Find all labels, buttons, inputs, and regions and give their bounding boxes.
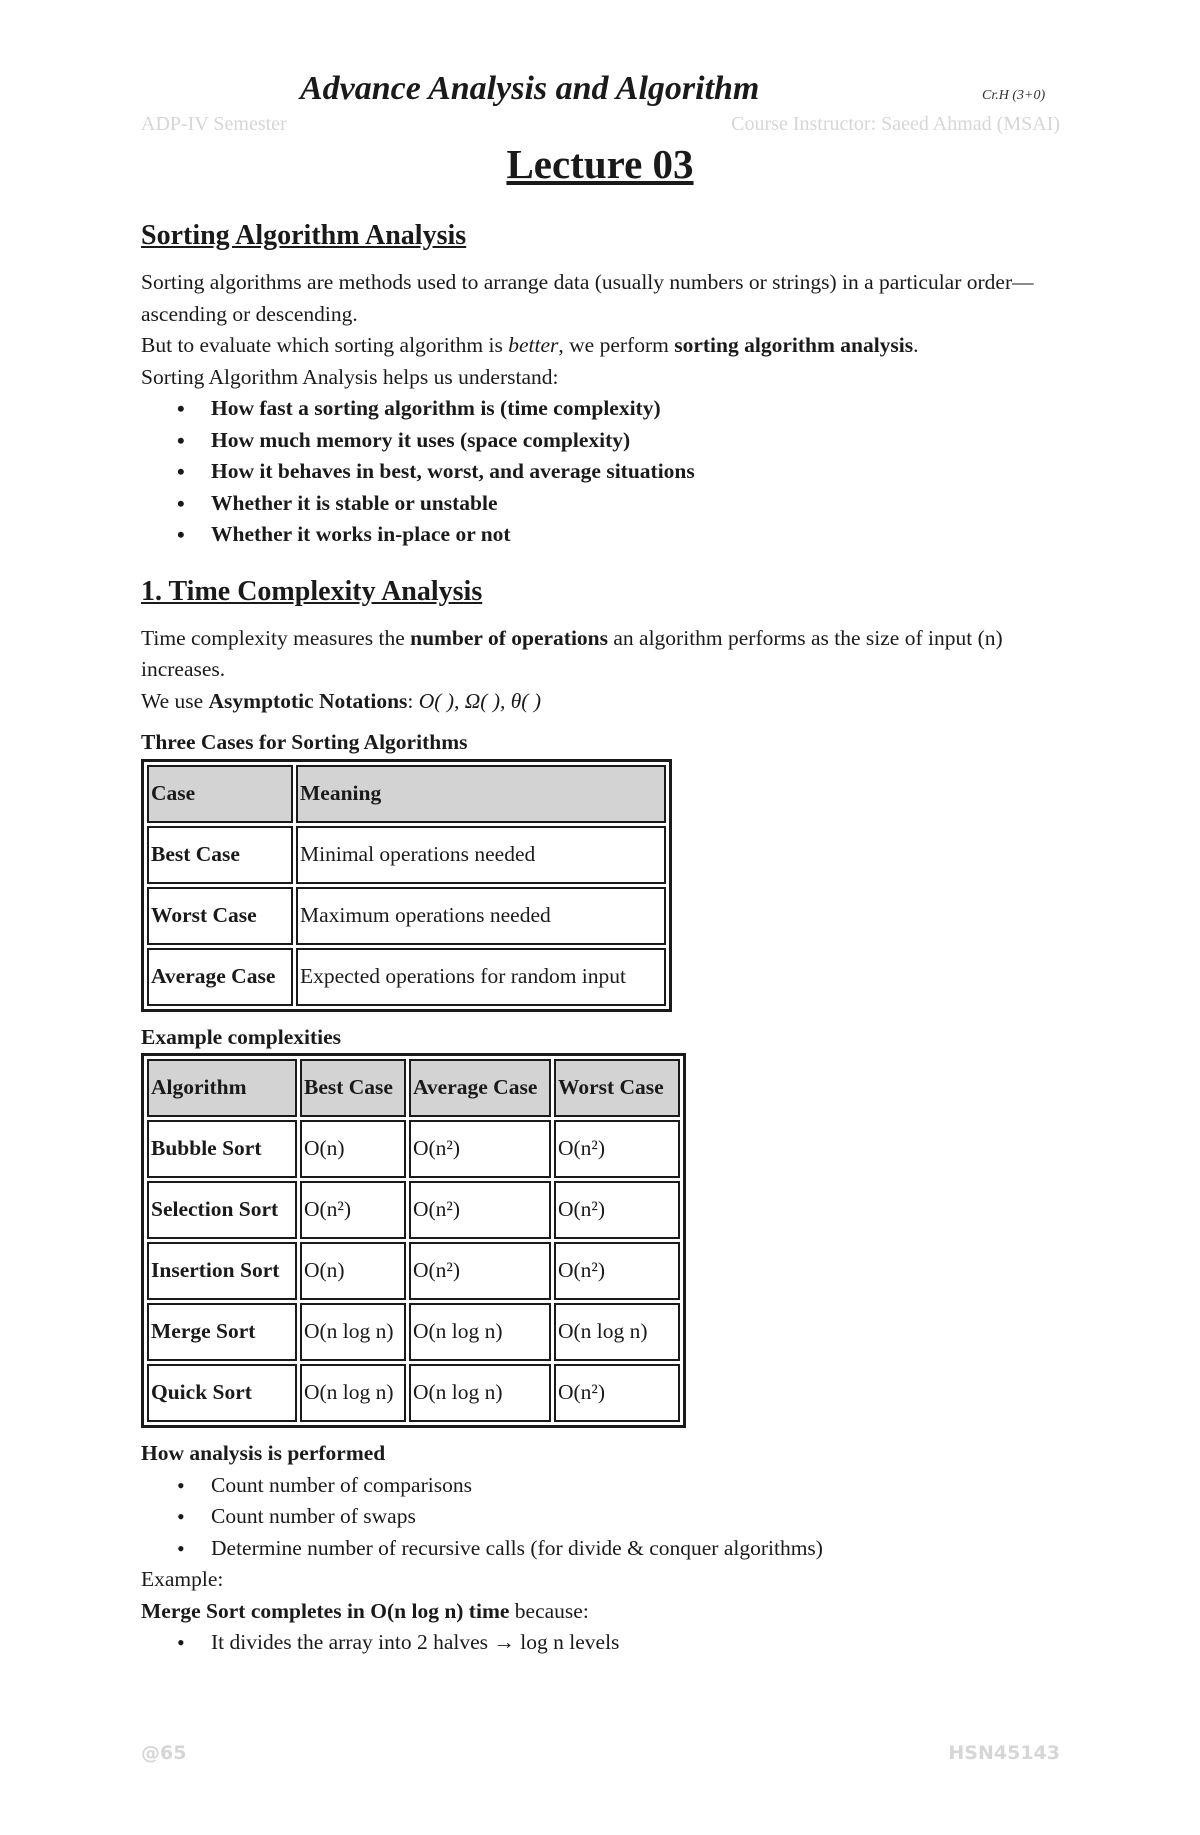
table-cell: O(n²) xyxy=(554,1364,680,1422)
list-item: • How fast a sorting algorithm is (time complexity) xyxy=(211,393,1061,425)
complexity-table xyxy=(141,1053,686,1428)
table-cell: O(n²) xyxy=(554,1242,680,1300)
example-label: Example: xyxy=(141,1567,224,1591)
list-item: • It divides the array into 2 halves → log n levels xyxy=(211,1627,1061,1659)
lecture-title-text: Lecture 03 xyxy=(506,141,694,187)
time-complexity-paragraph: Time complexity measures the number of operations an algorithm performs as the size of input (n) increases. xyxy=(141,625,1003,681)
table-cell: O(n log n) xyxy=(554,1303,680,1361)
table-cell: Expected operations for random input xyxy=(296,948,666,1006)
table-cell: O(n²) xyxy=(409,1242,551,1300)
column-header: Best Case xyxy=(300,1059,406,1117)
table-cell: O(n²) xyxy=(300,1181,406,1239)
table-cell: Selection Sort xyxy=(147,1181,297,1239)
content-body xyxy=(141,215,1061,1659)
evaluate-paragraph: But to evaluate which sorting algorithm is better, we perform sorting algorithm analysis. xyxy=(141,333,919,357)
cases-heading: Three Cases for Sorting Algorithms xyxy=(141,730,468,754)
course-title: Advance Analysis and Algorithm xyxy=(300,70,760,107)
list-item: • How it behaves in best, worst, and average situations xyxy=(211,456,1061,488)
section-heading-time-complexity: 1. Time Complexity Analysis xyxy=(141,575,483,607)
semester-label: ADP-IV Semester xyxy=(141,113,287,135)
table-row xyxy=(147,887,666,945)
lecture-title xyxy=(0,140,1200,188)
list-item: • How much memory it uses (space complexity) xyxy=(211,425,1061,457)
list-item: • Whether it works in-place or not xyxy=(211,519,1061,551)
table-cell: Minimal operations needed xyxy=(296,826,666,884)
table-row xyxy=(147,1120,680,1178)
merge-sort-paragraph: Merge Sort completes in O(n log n) time because: xyxy=(141,1598,589,1623)
helps-paragraph: Sorting Algorithm Analysis helps us understand: xyxy=(141,364,559,389)
examples-heading: Example complexities xyxy=(141,1024,342,1049)
table-cell: O(n²) xyxy=(409,1120,551,1178)
table-cell: Maximum operations needed xyxy=(296,887,666,945)
list-item: • Count number of swaps xyxy=(211,1501,1061,1533)
list-item: • Determine number of recursive calls (for divide & conquer algorithms) xyxy=(211,1533,1061,1565)
table-cell: Insertion Sort xyxy=(147,1242,297,1300)
table-cell: Bubble Sort xyxy=(147,1120,297,1178)
cases-table xyxy=(141,759,672,1012)
table-cell: Average Case xyxy=(147,948,293,1006)
intro-paragraph: Sorting algorithms are methods used to arrange data (usually numbers or strings) in a particular order—ascending or descending. xyxy=(141,270,1034,326)
how-bullet-list xyxy=(141,1470,1061,1565)
table-row xyxy=(147,1181,680,1239)
list-item: • Count number of comparisons xyxy=(211,1470,1061,1502)
table-row xyxy=(147,826,666,884)
table-cell: O(n) xyxy=(300,1242,406,1300)
column-header: Algorithm xyxy=(147,1059,297,1117)
section-heading-sorting-analysis: Sorting Algorithm Analysis xyxy=(141,220,467,251)
table-cell: O(n) xyxy=(300,1120,406,1178)
table-row xyxy=(147,1242,680,1300)
table-cell: O(n²) xyxy=(554,1181,680,1239)
table-cell: Merge Sort xyxy=(147,1303,297,1361)
instructor-label: Course Instructor: Saeed Ahmad (MSAI) xyxy=(731,113,1060,135)
column-header: Worst Case xyxy=(554,1059,680,1117)
list-item: • Whether it is stable or unstable xyxy=(211,488,1061,520)
table-cell: O(n²) xyxy=(554,1120,680,1178)
table-cell: O(n log n) xyxy=(300,1303,406,1361)
merge-bullet-list xyxy=(141,1627,1061,1659)
analysis-bullet-list xyxy=(141,393,1061,551)
credit-hours: Cr.H (3+0) xyxy=(982,88,1046,103)
notation-formula: O( ), Ω( ), θ( ) xyxy=(418,688,541,713)
table-row xyxy=(147,1303,680,1361)
table-cell: O(n log n) xyxy=(300,1364,406,1422)
table-cell: Best Case xyxy=(147,826,293,884)
column-header: Average Case xyxy=(409,1059,551,1117)
table-cell: O(n log n) xyxy=(409,1364,551,1422)
asymptotic-paragraph: We use Asymptotic Notations: O( ), Ω( ), θ( ) xyxy=(141,688,541,713)
table-cell: Worst Case xyxy=(147,887,293,945)
footer-left: @65 xyxy=(141,1742,187,1764)
column-header: Meaning xyxy=(296,765,666,823)
table-row xyxy=(147,948,666,1006)
column-header: Case xyxy=(147,765,293,823)
footer-right: HSN45143 xyxy=(948,1742,1060,1764)
table-cell: O(n log n) xyxy=(409,1303,551,1361)
table-header-row xyxy=(147,1059,680,1117)
how-heading: How analysis is performed xyxy=(141,1441,386,1465)
table-row xyxy=(147,1364,680,1422)
table-cell: Quick Sort xyxy=(147,1364,297,1422)
table-header-row xyxy=(147,765,666,823)
table-cell: O(n²) xyxy=(409,1181,551,1239)
